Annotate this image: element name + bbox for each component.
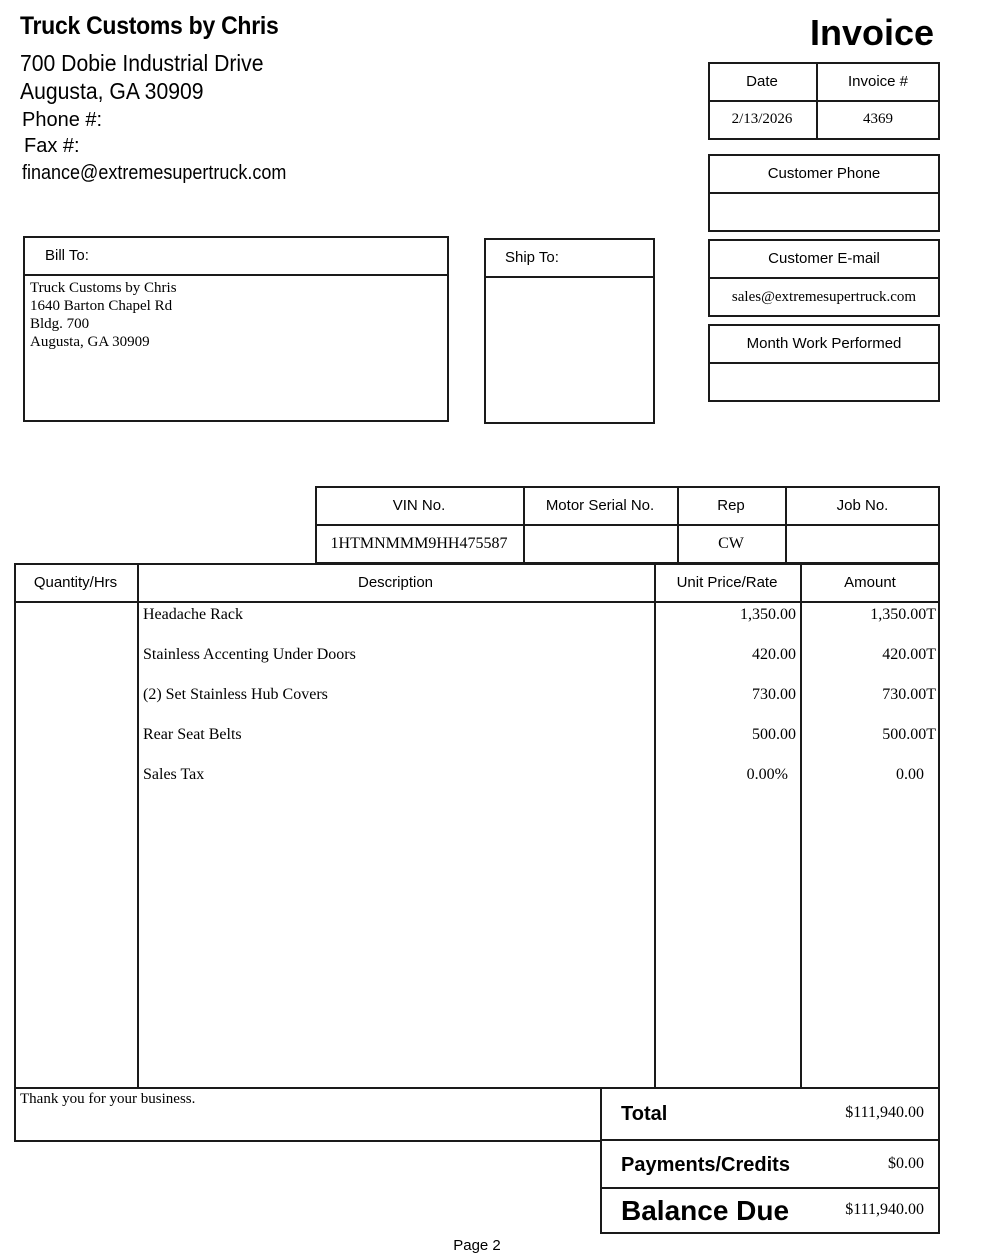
payments-label: Payments/Credits [621,1154,790,1176]
table-row-description: Headache Rack [143,606,243,623]
table-row-description: (2) Set Stainless Hub Covers [143,686,328,703]
table-row-description: Sales Tax [143,766,205,783]
bill-to-line: Truck Customs by Chris [30,280,177,296]
bill-to-address [30,279,177,351]
amount-header: Amount [844,574,896,591]
table-row-amount: 0.00 [896,766,924,783]
table-row-description: Rear Seat Belts [143,726,242,743]
total-value: $111,940.00 [845,1104,924,1121]
unit-price-header: Unit Price/Rate [676,574,778,591]
total-label: Total [621,1103,668,1125]
date-label: Date [746,73,778,90]
rep-value: CW [718,535,744,552]
balance-due-label: Balance Due [621,1195,790,1226]
page-number: Page 2 [453,1237,501,1254]
rep-label: Rep [717,497,745,514]
company-fax-label: Fax #: [24,135,80,157]
payments-value: $0.00 [888,1155,924,1172]
description-header: Description [357,574,434,591]
table-row-unit-price: 500.00 [752,726,796,743]
bill-to-line: Bldg. 700 [30,316,90,332]
customer-email-label: Customer E-mail [768,250,880,267]
company-address-line2: Augusta, GA 30909 [20,78,204,104]
document-title: Invoice [810,12,935,53]
company-address-line1: 700 Dobie Industrial Drive [20,50,264,76]
bill-to-line: Augusta, GA 30909 [30,334,150,350]
bill-to-line: 1640 Barton Chapel Rd [30,298,173,314]
customer-phone-label: Customer Phone [767,165,881,182]
balance-due-value: $111,940.00 [845,1201,924,1218]
bill-to-label: Bill To: [45,247,89,264]
table-row-amount: 420.00T [882,646,936,663]
company-phone-label: Phone #: [22,109,103,131]
quantity-header: Quantity/Hrs [33,574,118,591]
company-email: finance@extremesupertruck.com [22,162,287,184]
date-value: 2/13/2026 [731,111,793,127]
table-row-unit-price: 420.00 [752,646,796,663]
table-row-unit-price: 1,350.00 [740,606,796,623]
table-row-amount: 500.00T [882,726,936,743]
job-number-label: Job No. [836,497,889,514]
table-row-unit-price: 0.00% [746,766,788,783]
vin-value: 1HTMNMMM9HH475587 [330,535,508,552]
table-row-amount: 1,350.00T [870,606,936,623]
vin-label: VIN No. [392,497,446,514]
ship-to-label: Ship To: [505,249,559,266]
table-row-unit-price: 730.00 [752,686,796,703]
table-row-amount: 730.00T [882,686,936,703]
month-work-label: Month Work Performed [746,335,902,352]
company-name: Truck Customs by Chris [20,12,279,40]
invoice-number-value: 4369 [863,111,893,127]
motor-serial-label: Motor Serial No. [545,497,655,514]
customer-email-value: sales@extremesupertruck.com [731,289,917,305]
invoice-number-label: Invoice # [847,73,909,90]
table-row-description: Stainless Accenting Under Doors [143,646,356,663]
footer-note: Thank you for your business. [20,1091,196,1107]
